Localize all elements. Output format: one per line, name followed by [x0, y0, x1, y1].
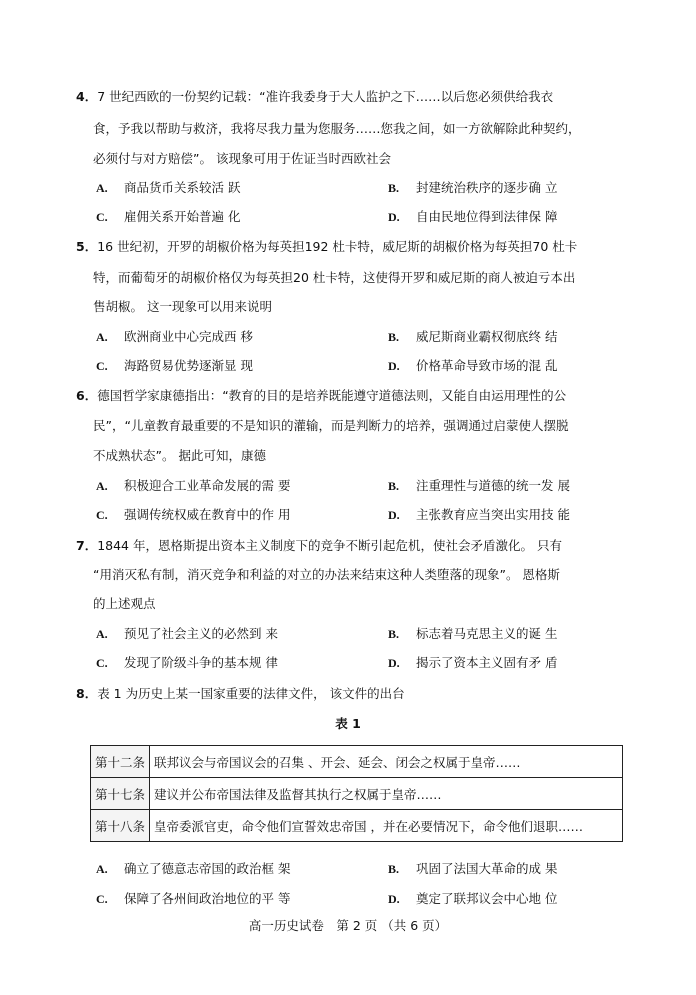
table-cell-content: 联邦议会与帝国议会的召集 、开会、延会、闭会之权属于皇帝……	[150, 746, 623, 778]
question-8-line-1: 8．表 1 为历史上某一国家重要的法律文件， 该文件的出台	[76, 686, 405, 701]
question-7-line-3: 的上述观点	[93, 596, 156, 611]
question-8-option-b: B. 巩固了法国大革命的成 果	[388, 861, 558, 876]
table-cell-article: 第十二条	[91, 746, 150, 778]
question-7-option-a: A. 预见了社会主义的必然到 来	[96, 626, 278, 641]
question-5-line-3: 售胡椒。 这一现象可以用来说明	[93, 299, 272, 314]
table-cell-content: 皇帝委派官吏，命令他们宣誓效忠帝国 ，并在必要情况下，命令他们退职……	[150, 810, 623, 842]
question-5-option-c: C. 海路贸易优势逐渐显 现	[96, 358, 253, 373]
question-4-line-3: 必须付与对方赔偿”。 该现象可用于佐证当时西欧社会	[93, 151, 391, 166]
question-7-option-b: B. 标志着马克思主义的诞 生	[388, 626, 558, 641]
law-table	[90, 745, 623, 842]
question-6-option-a: A. 积极迎合工业革命发展的需 要	[96, 478, 291, 493]
question-4-option-b: B. 封建统治秩序的逐步确 立	[388, 180, 558, 195]
question-4-option-a: A. 商品货币关系较活 跃	[96, 180, 241, 195]
table-cell-article: 第十七条	[91, 778, 150, 810]
table-row	[91, 746, 623, 778]
table-cell-article: 第十八条	[91, 810, 150, 842]
question-6-number: 6．	[76, 388, 98, 403]
question-5-line-2: 特，而葡萄牙的胡椒价格仅为每英担20 杜卡特，这使得开罗和威尼斯的商人被迫亏本出	[93, 270, 576, 285]
question-5-option-d: D. 价格革命导致市场的混 乱	[388, 358, 558, 373]
question-7-option-c: C. 发现了阶级斗争的基本规 律	[96, 655, 278, 670]
question-4-option-d: D. 自由民地位得到法律保 障	[388, 209, 558, 224]
question-5-line-1: 5．16 世纪初，开罗的胡椒价格为每英担192 杜卡特，威尼斯的胡椒价格为每英担70 杜卡	[76, 239, 578, 254]
question-6-option-c: C. 强调传统权威在教育中的作 用	[96, 507, 291, 522]
question-5-number: 5．	[76, 239, 98, 254]
question-4-line-2: 食，予我以帮助与救济，我将尽我力量为您服务……您我之间，如一方欲解除此种契约，	[93, 121, 581, 136]
question-7-line-2: “用消灭私有制，消灭竞争和利益的对立的办法来结束这种人类堕落的现象”。 恩格斯	[93, 567, 560, 582]
question-8-option-d: D. 奠定了联邦议会中心地 位	[388, 891, 558, 906]
question-4-number: 4．	[76, 89, 98, 104]
question-5-option-b: B. 威尼斯商业霸权彻底终 结	[388, 329, 558, 344]
table-row	[91, 810, 623, 842]
question-6-line-2: 民”，“儿童教育最重要的不是知识的灌输，而是判断力的培养，强调通过启蒙使人摆脱	[93, 418, 569, 433]
question-7-line-1: 7．1844 年，恩格斯提出资本主义制度下的竞争不断引起危机，使社会矛盾激化。 只有	[76, 538, 562, 553]
question-8-option-c: C. 保障了各州间政治地位的平 等	[96, 891, 291, 906]
question-4-option-c: C. 雇佣关系开始普遍 化	[96, 209, 241, 224]
question-7-option-d: D. 揭示了资本主义固有矛 盾	[388, 655, 558, 670]
question-4-line-1: 4．7 世纪西欧的一份契约记载：“准许我委身于大人监护之下……以后您必须供给我衣	[76, 89, 554, 104]
question-6-line-1: 6．德国哲学家康德指出：“教育的目的是培养既能遵守道德法则，又能自由运用理性的公	[76, 388, 567, 403]
table-cell-content: 建议并公布帝国法律及监督其执行之权属于皇帝……	[150, 778, 623, 810]
question-6-line-3: 不成熟状态”。 据此可知，康德	[93, 448, 266, 463]
table-row	[91, 778, 623, 810]
table-caption: 表 1	[335, 716, 361, 731]
question-8-number: 8．	[76, 686, 98, 701]
question-8-option-a: A. 确立了德意志帝国的政治框 架	[96, 861, 291, 876]
question-6-option-b: B. 注重理性与道德的统一发 展	[388, 478, 570, 493]
page-footer: 高一历史试卷 第 2 页 （共 6 页）	[248, 918, 448, 933]
question-5-option-a: A. 欧洲商业中心完成西 移	[96, 329, 253, 344]
question-6-option-d: D. 主张教育应当突出实用技 能	[388, 507, 570, 522]
question-7-number: 7．	[76, 538, 98, 553]
